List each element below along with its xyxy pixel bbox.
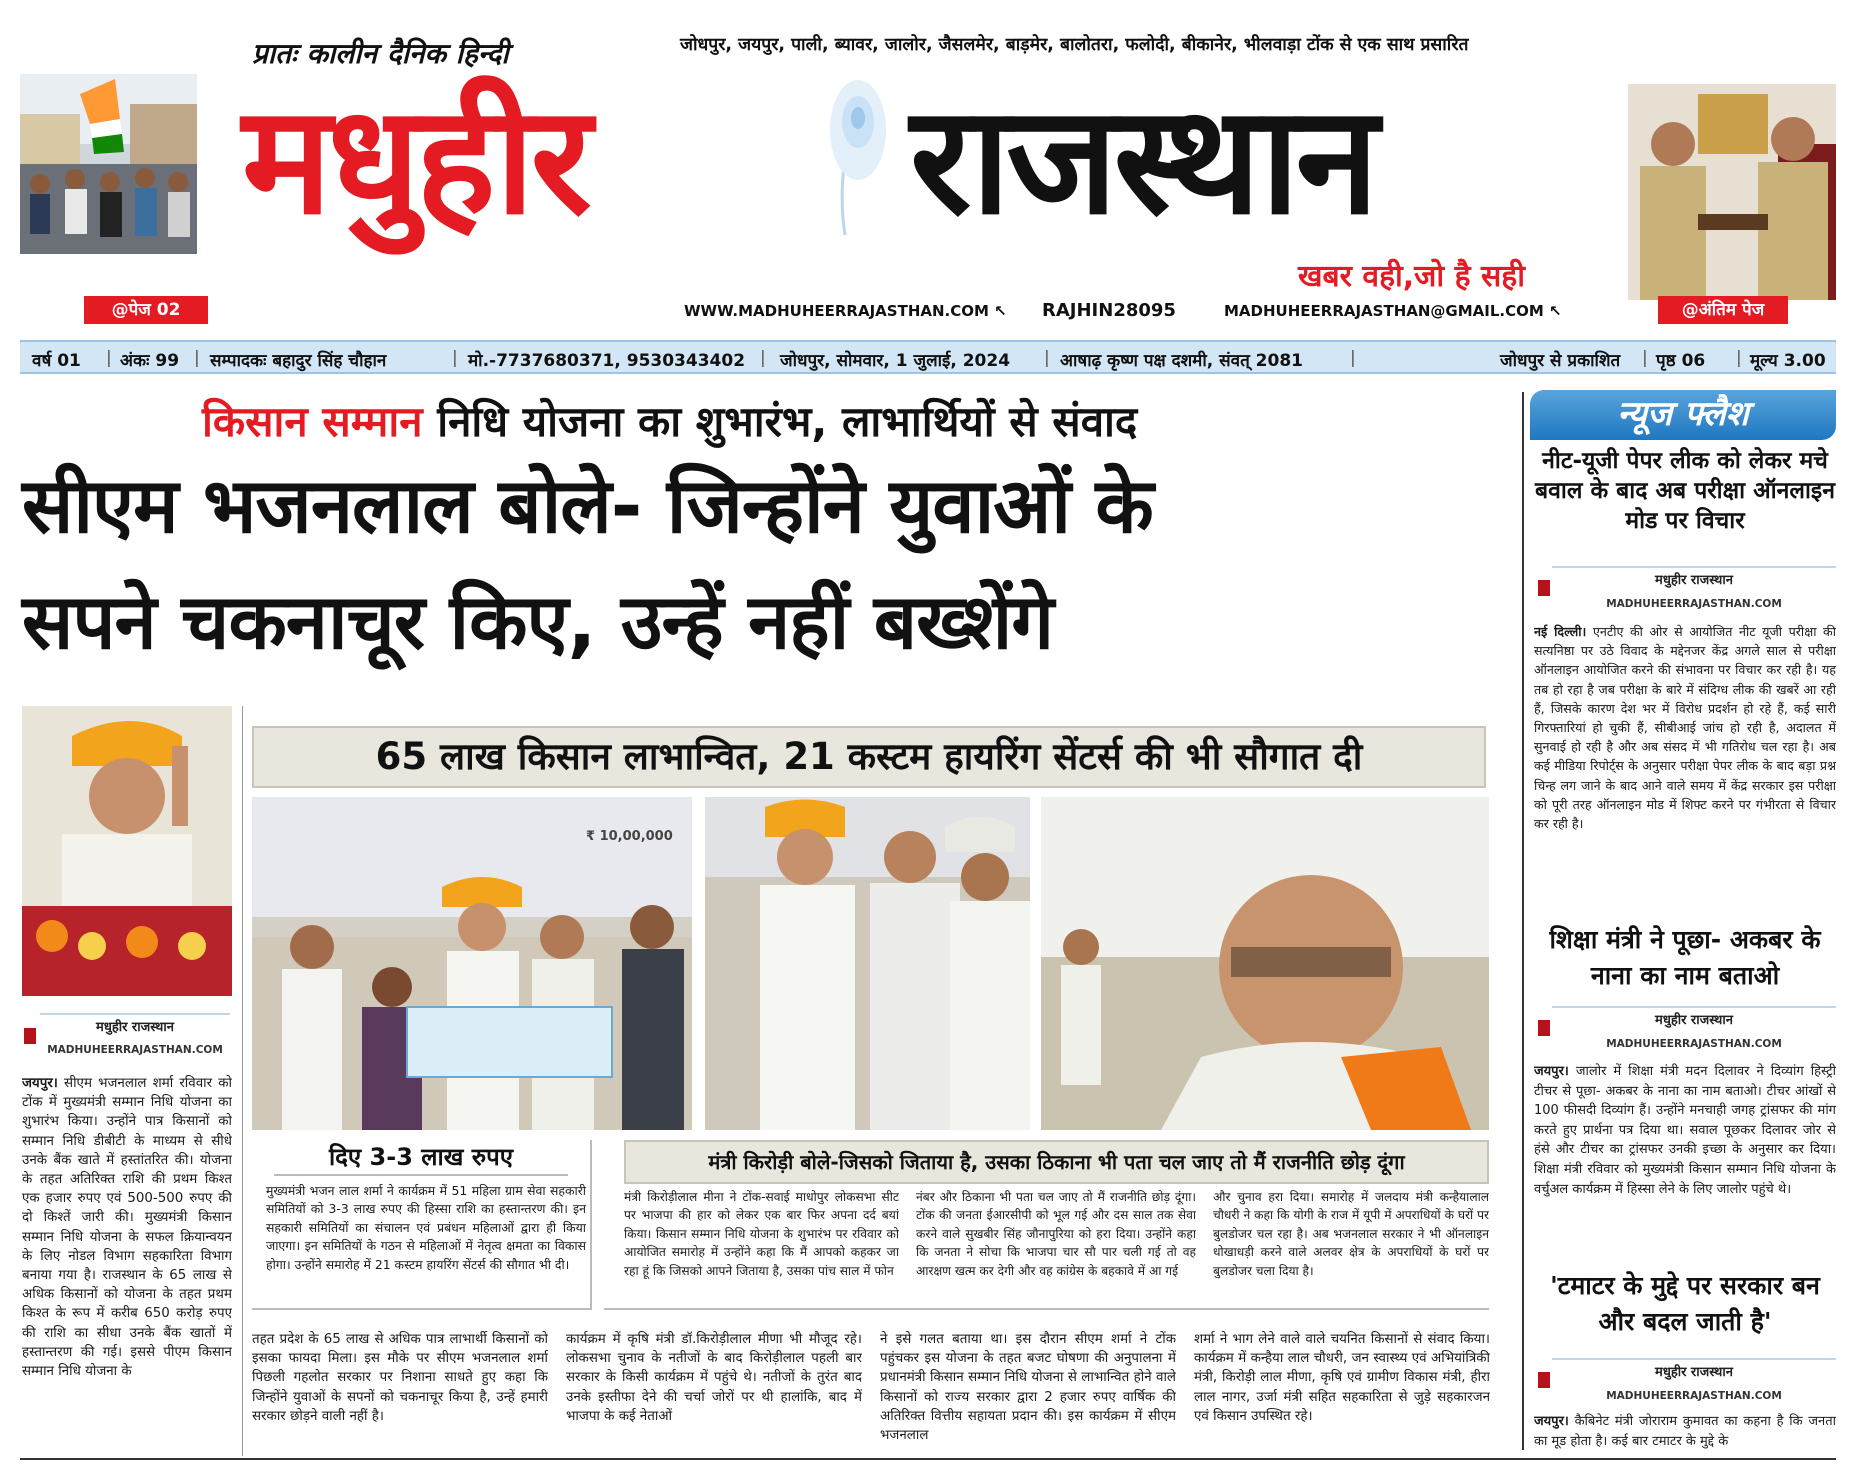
- sidebar-byline-url: MADHUHEERRAJASTHAN.COM: [1606, 1390, 1782, 1402]
- sidebar-byline: मधुहीर राजस्थान: [1552, 1358, 1836, 1380]
- registration-number: RAJHIN28095: [1042, 300, 1176, 321]
- lead-subhead: 65 लाख किसान लाभान्वित, 21 कस्टम हायरिंग सेंटर्स की भी सौगात दी: [252, 726, 1486, 788]
- lead-kicker-red: किसान सम्मान: [202, 397, 423, 446]
- page-bottom-rule: [20, 1458, 1836, 1460]
- info-published: जोधपुर से प्रकाशित: [1500, 351, 1621, 371]
- masthead-cities: जोधपुर, जयपुर, पाली, ब्यावर, जालोर, जैसलमेर, बाड़मेर, बालोतरा, फलोदी, बीकानेर, भीलवाड़ा टोंक से एक साथ प्रसारित: [680, 35, 1469, 55]
- masthead-website[interactable]: [684, 302, 1007, 320]
- email-link[interactable]: MADHUHEERRAJASTHAN@GMAIL.COM: [1224, 302, 1544, 320]
- lead-column-2: तहत प्रदेश के 65 लाख से अधिक पात्र लाभार्थी किसानों को इसका फायदा मिला। इस मौके पर सीएम भजनलाल शर्मा पिछली गहलोत सरकार पर निशाना साधते हुए कहा कि जिन्होंने युवाओं के सपनों को चकनाचूर किया है, उन्हें हमारी सरकार छोड़ने वाली नहीं है।: [252, 1332, 548, 1424]
- sidebar-story3-text: जयपुर। कैबिनेट मंत्री जोराराम कुमावत का कहना है कि जनता का मूड होता है। कई बार टमाटर के मुद्दे के: [1534, 1414, 1836, 1449]
- info-separator: |: [1642, 348, 1648, 368]
- lead-byline: मधुहीर राजस्थान: [40, 1013, 230, 1035]
- byline-marker-icon: [1538, 1020, 1550, 1036]
- sidebar-byline: मधुहीर राजस्थान: [1552, 566, 1836, 588]
- sidebar-byline-url: MADHUHEERRAJASTHAN.COM: [1606, 598, 1782, 610]
- cm-greeting-photo: [705, 797, 1030, 1130]
- lead-kicker-rest: निधि योजना का शुभारंभ, लाभार्थियों से संवाद: [437, 397, 1138, 446]
- dateline: जयपुर।: [1534, 1064, 1569, 1079]
- peacock-feather-icon: [790, 60, 900, 240]
- byline-marker-icon: [1538, 1372, 1550, 1388]
- cm-speech-photo: [22, 706, 232, 996]
- sidebar-story1-text: नई दिल्ली। एनटीए की ओर से आयोजित नीट यूजी परीक्षा की सत्यनिष्ठा पर उठे विवाद के मद्देनजर केंद्र अगले साल से परीक्षा ऑनलाइन आयोजित करने की संभावना पर विचार कर रही है। यह तब हो रहा है जब परीक्षा के बारे में संदिग्ध लीक की खबरें आ रही हैं, जिसके कारण देश भर में विरोध प्रदर्शन हो रहे हैं, कई सारी गिरफ्तारियां हो चुकी हैं, सीबीआई जांच हो रही है, अदालत में सुनवाई हो रही है और अब संसद में भी गतिरोध चल रहा है। अब कई मीडिया रिपोर्ट्स के अनुसार परीक्षा पेपर लीक के बाद बड़ा प्रश्न चिन्ह लग जाने के बाद आने वाले समय में केंद्र सरकार इस परीक्षा को पूरी तरह ऑनलाइन मोड में शिफ्ट करने पर गंभीरता से विचार कर रही है।: [1534, 624, 1836, 832]
- info-price: मूल्य 3.00: [1750, 351, 1826, 371]
- sidebar-story2-text: जयपुर। जालोर में शिक्षा मंत्री मदन दिलावर ने दिव्यांग हिस्ट्री टीचर से पूछा- अकबर के नाना का नाम बताओ। टीचर आंखों से 100 फीसदी दिव्यांग हैं। उन्होंने मनचाही जगह ट्रांसफर की मांग करते हुए प्रार्थना पत्र दिया था। सवाल पूछकर दिलावर जोर से हंसे और टीचर का ट्रांसफर उनकी इच्छा के अनुसार कर दिया। शिक्षा मंत्री रविवार को मुख्यमंत्री किसान सम्मान निधि योजना के वर्चुअल कार्यक्रम में हिस्सा लेने के लिए जालोर पहुंचे थे।: [1534, 1064, 1836, 1197]
- website-link[interactable]: WWW.MADHUHEERRAJASTHAN.COM: [684, 302, 989, 320]
- cheque-handover-photo: [252, 797, 692, 1130]
- info-hindu-date: आषाढ़ कृष्ण पक्ष दशमी, संवत् 2081: [1060, 351, 1303, 371]
- info-year: वर्ष 01: [32, 351, 81, 371]
- lead-column-5: शर्मा ने भाग लेने वाले वाले चयनित किसानों से संवाद किया। कार्यक्रम में कन्हैया लाल चौधरी, जन स्वास्थ्य एवं अभियांत्रिकी मंत्री, किरोड़ी लाल मीणा, कृषि एवं ग्रामीण विकास मंत्री, हीरा लाल नागर, उर्जा मंत्री सहित सहकारिता से जुड़े सहकारजन एवं किसान उपस्थित रहे।: [1194, 1332, 1490, 1424]
- info-separator: |: [760, 348, 766, 368]
- news-flash-title: न्यूज फ्लैश: [1617, 394, 1749, 434]
- info-mobile: मो.-7737680371, 9530343402: [468, 351, 746, 371]
- info-bar: [20, 340, 1836, 374]
- info-separator: |: [194, 348, 200, 368]
- info-editor: सम्पादकः बहादुर सिंह चौहान: [210, 351, 387, 371]
- byline-marker-icon: [1538, 580, 1550, 596]
- lead-kicker: [202, 392, 1137, 449]
- masthead-right-photo: [1628, 84, 1836, 300]
- masthead-tagline: प्रातः कालीन दैनिक हिन्दी: [252, 37, 509, 70]
- lead-headline-line1: सीएम भजनलाल बोले- जिन्होंने युवाओं के: [22, 461, 1153, 550]
- info-separator: |: [1044, 348, 1050, 368]
- info-separator: |: [106, 348, 112, 368]
- cm-portrait-photo: [1041, 797, 1489, 1130]
- masthead-title-red: मधुहीर: [242, 74, 588, 248]
- lead-headline-line2: सपने चकनाचूर किए, उन्हें नहीं बख्शेंगे: [22, 577, 1054, 666]
- cursor-icon: ↖: [1549, 302, 1562, 320]
- sidebar-story3-headline: 'टमाटर के मुद्दे पर सरकार बन और बदल जाती है': [1550, 1271, 1820, 1336]
- byline-marker-icon: [24, 1028, 36, 1044]
- lead-byline-url: MADHUHEERRAJASTHAN.COM: [47, 1044, 223, 1056]
- box1-heading: दिए 3-3 लाख रुपए: [274, 1140, 568, 1176]
- info-separator: |: [1736, 348, 1742, 368]
- box2-heading: मंत्री किरोड़ी बोले-जिसको जिताया है, उसका ठिकाना भी पता चल जाए तो मैं राजनीति छोड़ दूंगा: [624, 1140, 1489, 1184]
- column-rule: [242, 706, 243, 1456]
- info-date: जोधपुर, सोमवार, 1 जुलाई, 2024: [780, 351, 1011, 371]
- sidebar-byline-url: MADHUHEERRAJASTHAN.COM: [1606, 1038, 1782, 1050]
- info-issue: अंकः 99: [120, 351, 180, 371]
- info-separator: |: [1350, 348, 1356, 368]
- info-pages: पृष्ठ 06: [1656, 351, 1706, 371]
- sidebar-story2-headline: शिक्षा मंत्री ने पूछा- अकबर के नाना का नाम बताओ: [1549, 925, 1821, 990]
- cheque-amount: ₹ 10,00,000: [586, 829, 673, 844]
- info-separator: |: [452, 348, 458, 368]
- right-photo-tag[interactable]: @अंतिम पेज: [1658, 296, 1788, 324]
- sidebar-divider: [1522, 392, 1524, 1450]
- lead-column-3: कार्यक्रम में कृषि मंत्री डॉ.किरोड़ीलाल मीणा भी मौजूद रहे। लोकसभा चुनाव के नतीजों के बाद किरोड़ीलाल पहली बार सरकार के किसी कार्यक्रम में पहुंचे थे। नतीजों के तुरंत बाद उनके इस्तीफा देने की चर्चा जोरों पर थी हालांकि, बाद में भाजपा के कई नेताओं: [566, 1332, 862, 1424]
- box1: [252, 1140, 592, 1310]
- cursor-icon: ↖: [994, 302, 1007, 320]
- masthead-left-photo: [20, 74, 197, 254]
- dateline: जयपुर।: [1534, 1414, 1569, 1429]
- lead-column-1: [22, 1074, 232, 1459]
- box2: [604, 1140, 1489, 1310]
- sidebar-story1-headline: नीट-यूजी पेपर लीक को लेकर मचे बवाल के बाद अब परीक्षा ऑनलाइन मोड पर विचार: [1535, 448, 1835, 534]
- box1-text: मुख्यमंत्री भजन लाल शर्मा ने कार्यक्रम में 51 महिला ग्राम सेवा सहकारी समितियों को 3-3 लाख रुपए की हिस्सा राशि का हस्तान्तरण की। इन सहकारी समितियों का संचालन एवं प्रबंधन महिलाओं द्वारा ही किया जाएगा। इन समितियों के गठन से महिलाओं में नेतृत्व क्षमता का विकास होगा। उन्होंने समारोह में 21 कस्टम हायरिंग सेंटर्स की सौगात भी दी।: [266, 1183, 586, 1272]
- masthead-slogan: खबर वही,जो है सही: [1298, 259, 1525, 294]
- news-flash-banner: [1530, 390, 1836, 440]
- lead-column-1-text: सीएम भजनलाल शर्मा रविवार को टोंक में मुख्यमंत्री सम्मान निधि योजना का शुभारंभ किया। उन्होंने पात्र किसानों को सम्मान निधि डीबीटी के माध्यम से सीधे उनके बैंक खाते में हस्तांतरित की। योजना के तहत अतिरिक्त राशि की प्रथम किश्त एक हजार रुपए एवं 500-500 रुपए की दो किश्तें जारी की। मुख्यमंत्री किसान सम्मान निधि योजना के सफल क्रियान्वयन के लिए नोडल विभाग सहकारिता विभाग बनाया गया है। राजस्थान के 65 लाख से अधिक किसानों को योजना के तहत प्रथम किश्त के रूप में करीब 650 करोड़ रुपए की राशि का सीधा उनके बैंक खातों में हस्तान्तरण की गई। इससे पीएम किसान सम्मान निधि योजना के: [22, 1076, 232, 1380]
- masthead-title-black: राजस्थान: [910, 74, 1375, 248]
- box2-column-2: नंबर और ठिकाना भी पता चल जाए तो मैं राजनीति छोड़ दूंगा। टोंक की जनता ईआरसीपी को भूल गई और दस साल तक सेवा करने वाले सुखबीर सिंह जौनापुरिया को हरा दिया। उन्होंने कहा कि जनता ने सोचा कि भाजपा चार सौ पार चली गई तो वह आरक्षण खत्म कर देगी और वह कांग्रेस के बहकावे में आ गई: [916, 1190, 1196, 1278]
- dateline: नई दिल्ली।: [1534, 624, 1587, 639]
- dateline: जयपुर।: [22, 1076, 58, 1091]
- lead-column-4: ने इसे गलत बताया था। इस दौरान सीएम शर्मा ने टोंक पहुंचकर इस योजना के तहत बजट घोषणा की अनुपालना में प्रधानमंत्री किसान सम्मान निधि योजना से लाभान्वित होने वाले किसानों को राज्य सरकार द्वारा 2 हजार रुपए वार्षिक की अतिरिक्त वित्तीय सहायता प्रदान की। इस कार्यक्रम में सीएम भजनलाल: [880, 1332, 1176, 1444]
- left-photo-tag[interactable]: @पेज 02: [84, 296, 208, 324]
- sidebar-byline: मधुहीर राजस्थान: [1552, 1006, 1836, 1028]
- box2-column-1: मंत्री किरोड़ीलाल मीना ने टोंक-सवाई माधोपुर लोकसभा सीट पर भाजपा की हार को लेकर एक बार फिर अपना दर्द बयां किया। किसान सम्मान निधि योजना के शुभारंभ पर रविवार को आयोजित समारोह में उन्होंने कहा कि मैं आपको कहकर जा रहा हूं कि जिसको आपने जिताया है, उसका पांच साल में फोन: [624, 1190, 899, 1278]
- box2-column-3: और चुनाव हरा दिया। समारोह में जलदाय मंत्री कन्हैयालाल चौधरी ने कहा कि योगी के राज में यूपी में अपराधियों के घरों पर बुलडोजर चल रहा है। अब भजनलाल सरकार ने भी ऑनलाइन धोखाधड़ी करने वाले अलवर क्षेत्र के अपराधियों के घरों पर बुलडोजर चला दिया है।: [1213, 1190, 1489, 1278]
- masthead-email[interactable]: [1224, 302, 1562, 320]
